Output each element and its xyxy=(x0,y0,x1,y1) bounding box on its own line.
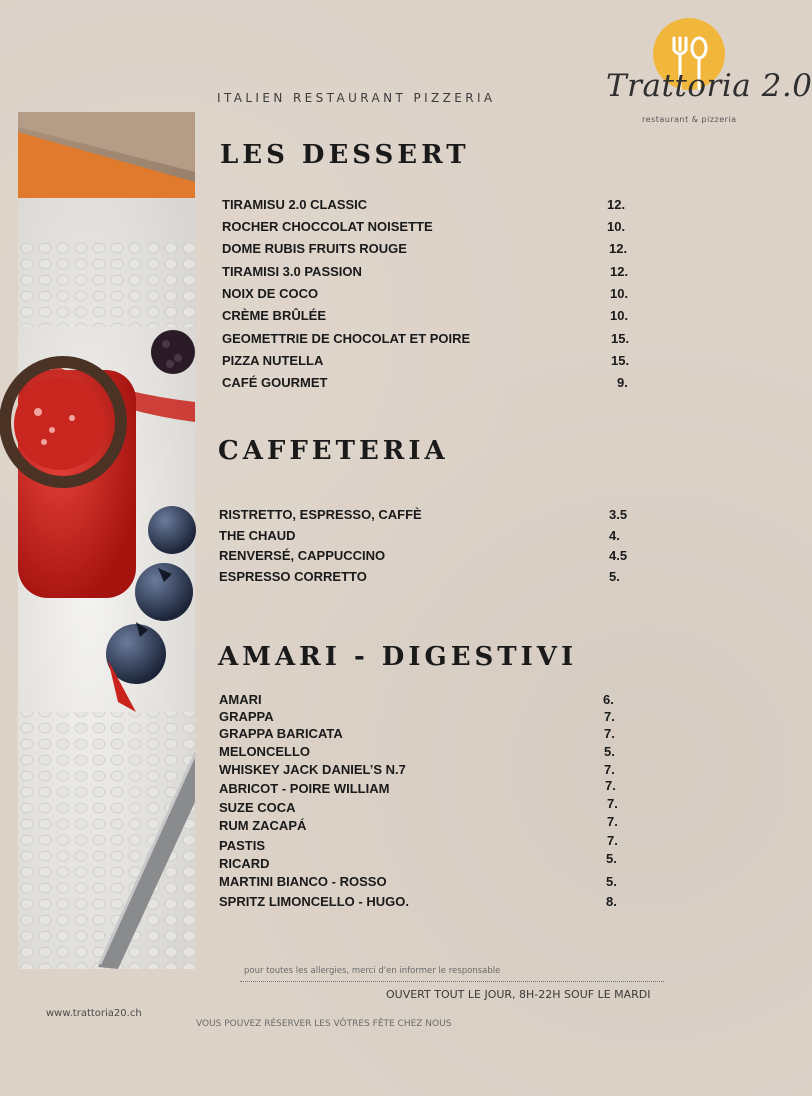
menu-item xyxy=(222,375,632,395)
menu-item xyxy=(219,796,639,820)
item-name: PIZZA NUTELLA xyxy=(222,353,324,368)
menu-item xyxy=(219,814,639,838)
item-price: 7. xyxy=(607,814,618,829)
item-name: ESPRESSO CORRETTO xyxy=(219,569,367,584)
item-price: 15. xyxy=(611,353,630,368)
item-name: RENVERSÉ, CAPPUCCINO xyxy=(219,548,386,563)
item-name: RISTRETTO, ESPRESSO, CAFFÈ xyxy=(219,507,422,522)
item-price: 8. xyxy=(606,894,617,909)
item-price: 5. xyxy=(606,851,617,866)
logo-subtitle: restaurant & pizzeria xyxy=(642,115,737,124)
item-price: 6. xyxy=(603,692,614,707)
item-price: 5. xyxy=(606,874,617,889)
item-name: PASTIS xyxy=(219,838,265,853)
item-price: 7. xyxy=(607,833,618,848)
item-price: 10. xyxy=(607,219,626,234)
item-price: 5. xyxy=(609,569,620,584)
item-price: 12. xyxy=(609,241,628,256)
menu-item xyxy=(219,894,639,914)
item-name: SUZE COCA xyxy=(219,800,296,815)
menu-item xyxy=(219,528,639,548)
item-name: DOME RUBIS FRUITS ROUGE xyxy=(222,241,407,256)
menu-item xyxy=(222,219,632,239)
menu-item xyxy=(222,241,632,261)
item-price: 4.5 xyxy=(609,548,628,563)
menu-item xyxy=(222,286,632,306)
item-name: RICARD xyxy=(219,856,270,871)
menu-item xyxy=(219,744,639,764)
restaurant-logo xyxy=(606,14,812,130)
menu-item xyxy=(219,778,639,801)
menu-item xyxy=(219,762,639,782)
menu-item xyxy=(219,548,639,568)
item-name: GEOMETTRIE DE CHOCOLAT ET POIRE xyxy=(222,331,471,346)
dessert-photo xyxy=(18,112,195,969)
item-name: TIRAMISI 3.0 PASSION xyxy=(222,264,362,279)
item-name: MELONCELLO xyxy=(219,744,310,759)
restaurant-tagline: ITALIEN RESTAURANT PIZZERIA xyxy=(217,91,496,105)
item-name: GRAPPA xyxy=(219,709,274,724)
item-name: AMARI xyxy=(219,692,262,707)
reservation-note: VOUS POUVEZ RÉSERVER LES VÔTRES FÊTE CHEZ NOUS xyxy=(196,1019,452,1029)
item-price: 3.5 xyxy=(609,507,628,522)
item-name: TIRAMISU 2.0 CLASSIC xyxy=(222,197,368,212)
dotted-divider xyxy=(240,981,664,982)
item-price: 12. xyxy=(610,264,629,279)
item-price: 10. xyxy=(610,308,629,323)
opening-hours: OUVERT TOUT LE JOUR, 8H-22H SOUF LE MARDI xyxy=(386,988,651,1001)
menu-item xyxy=(222,197,632,217)
item-name: THE CHAUD xyxy=(219,528,296,543)
item-name: RUM ZACAPÁ xyxy=(219,818,307,833)
item-price: 9. xyxy=(617,375,628,390)
item-price: 7. xyxy=(604,726,615,741)
section-title-caffeteria: CAFFETERIA xyxy=(218,436,449,466)
item-price: 7. xyxy=(605,778,616,793)
section-title-desserts: LES DESSERT xyxy=(220,140,470,170)
item-price: 15. xyxy=(611,331,630,346)
menu-item xyxy=(219,833,639,858)
item-name: ROCHER CHOCCOLAT NOISETTE xyxy=(222,219,433,234)
item-price: 7. xyxy=(604,709,615,724)
item-name: SPRITZ LIMONCELLO - HUGO. xyxy=(219,894,409,909)
item-name: CRÈME BRÛLÉE xyxy=(222,308,327,323)
menu-item xyxy=(219,507,639,527)
menu-item xyxy=(219,569,639,589)
menu-item xyxy=(219,874,639,894)
item-name: MARTINI BIANCO - ROSSO xyxy=(219,874,387,889)
menu-item xyxy=(222,353,632,373)
item-name: CAFÉ GOURMET xyxy=(222,375,328,390)
menu-item xyxy=(222,264,632,284)
item-price: 5. xyxy=(604,744,615,759)
item-price: 7. xyxy=(607,796,618,811)
section-title-amari: AMARI - DIGESTIVI xyxy=(218,642,578,672)
menu-item xyxy=(219,851,639,876)
item-price: 7. xyxy=(604,762,615,777)
logo-name: Trattoria 2.0 xyxy=(606,68,812,104)
item-price: 4. xyxy=(609,528,620,543)
menu-item xyxy=(222,308,632,328)
item-price: 12. xyxy=(607,197,626,212)
item-name: GRAPPA BARICATA xyxy=(219,726,343,741)
menu-item xyxy=(219,726,639,746)
allergy-note: pour toutes les allergies, merci d'en informer le responsable xyxy=(244,966,501,976)
item-name: WHISKEY JACK DANIEL’S N.7 xyxy=(219,762,406,777)
item-name: ABRICOT - POIRE WILLIAM xyxy=(219,781,390,796)
item-name: NOIX DE COCO xyxy=(222,286,319,301)
menu-item xyxy=(222,331,632,351)
item-price: 10. xyxy=(610,286,629,301)
website-link[interactable]: www.trattoria20.ch xyxy=(46,1008,142,1019)
